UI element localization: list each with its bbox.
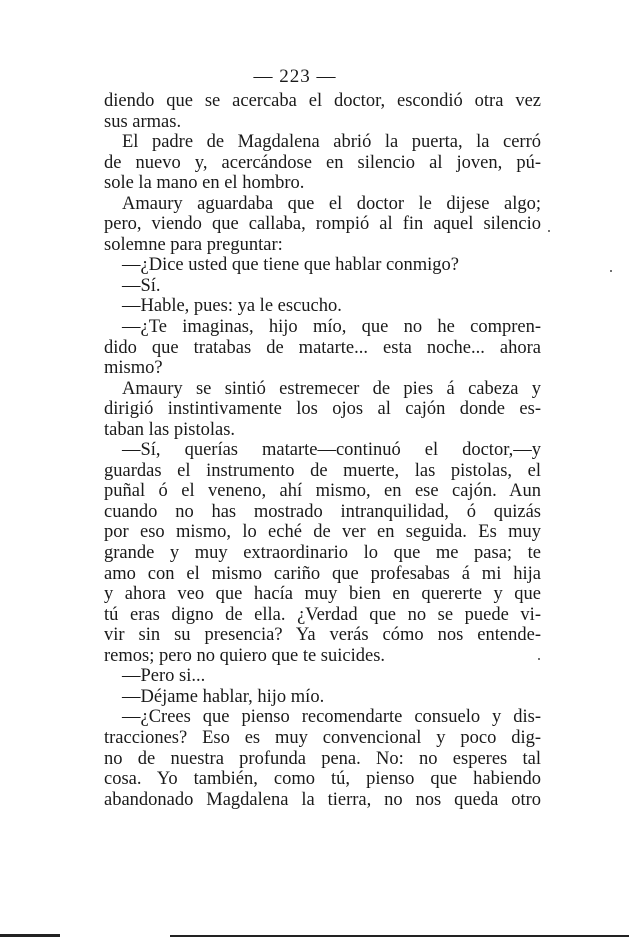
text-line: —Déjame hablar, hijo mío. (122, 686, 325, 707)
text-line: —Pero si... (122, 666, 206, 687)
text-line: Amaury aguardaba que el doctor le dijese algo; (122, 193, 541, 214)
text-line: —Sí. (122, 275, 161, 296)
text-line: cosa. Yo también, como tú, pienso que habiendo (104, 769, 541, 790)
scan-speck (538, 658, 540, 660)
text-line: mismo? (104, 358, 163, 379)
text-line: —¿Te imaginas, hijo mío, que no he compren- (122, 317, 541, 338)
body-text (104, 91, 541, 810)
text-line: —¿Crees que pienso recomendarte consuelo y dis- (122, 707, 541, 728)
bottom-rule-left (0, 934, 60, 937)
text-line: y ahora veo que hacía muy bien en quererte y que (104, 584, 541, 605)
text-line: no de nuestra profunda pena. No: no esperes tal (104, 748, 541, 769)
text-line: taban las pistolas. (104, 419, 236, 440)
text-line: grande y muy extraordinario lo que me pasa; te (104, 543, 541, 564)
text-line: solemne para preguntar: (104, 234, 283, 255)
text-line: sole la mano en el hombro. (104, 173, 305, 194)
text-line: sus armas. (104, 111, 182, 132)
text-line: cuando no has mostrado intranquilidad, ó quizás (104, 501, 541, 522)
text-line: de nuevo y, acercándose en silencio al joven, pú- (104, 152, 541, 173)
text-line: guardas el instrumento de muerte, las pistolas, el (104, 460, 541, 481)
scan-speck (548, 230, 550, 232)
text-line: amo con el mismo cariño que profesabas á mi hija (104, 563, 541, 584)
text-line: El padre de Magdalena abrió la puerta, la cerró (122, 132, 541, 153)
scan-speck (610, 270, 612, 272)
text-line: abandonado Magdalena la tierra, no nos queda otro (104, 789, 541, 810)
text-line: —¿Dice usted que tiene que hablar conmigo? (122, 255, 459, 276)
text-line: tracciones? Eso es muy convencional y poco dig- (104, 727, 541, 748)
text-line: puñal ó el veneno, ahí mismo, en ese cajón. Aun (104, 481, 541, 502)
page-number: — 223 — (253, 66, 337, 87)
text-line: dido que tratabas de matarte... esta noche... ahora (104, 337, 541, 358)
text-line: —Sí, querías matarte—continuó el doctor,—y (122, 440, 541, 461)
text-line: diendo que se acercaba el doctor, escondió otra vez (104, 91, 541, 111)
text-line: tú eras digno de ella. ¿Verdad que no se puede vi- (104, 604, 541, 625)
text-line: —Hable, pues: ya le escucho. (122, 296, 342, 317)
text-line: Amaury se sintió estremecer de pies á cabeza y (122, 378, 541, 399)
text-line: por eso mismo, lo eché de ver en seguida. Es muy (104, 522, 541, 543)
text-line: vir sin su presencia? Ya verás cómo nos entende- (104, 625, 541, 646)
text-line: remos; pero no quiero que te suicides. (104, 645, 386, 666)
text-line: pero, viendo que callaba, rompió al fin aquel silencio (104, 214, 541, 235)
bottom-rule (170, 935, 629, 937)
text-line: dirigió instintivamente los ojos al cajón donde es- (104, 399, 541, 420)
